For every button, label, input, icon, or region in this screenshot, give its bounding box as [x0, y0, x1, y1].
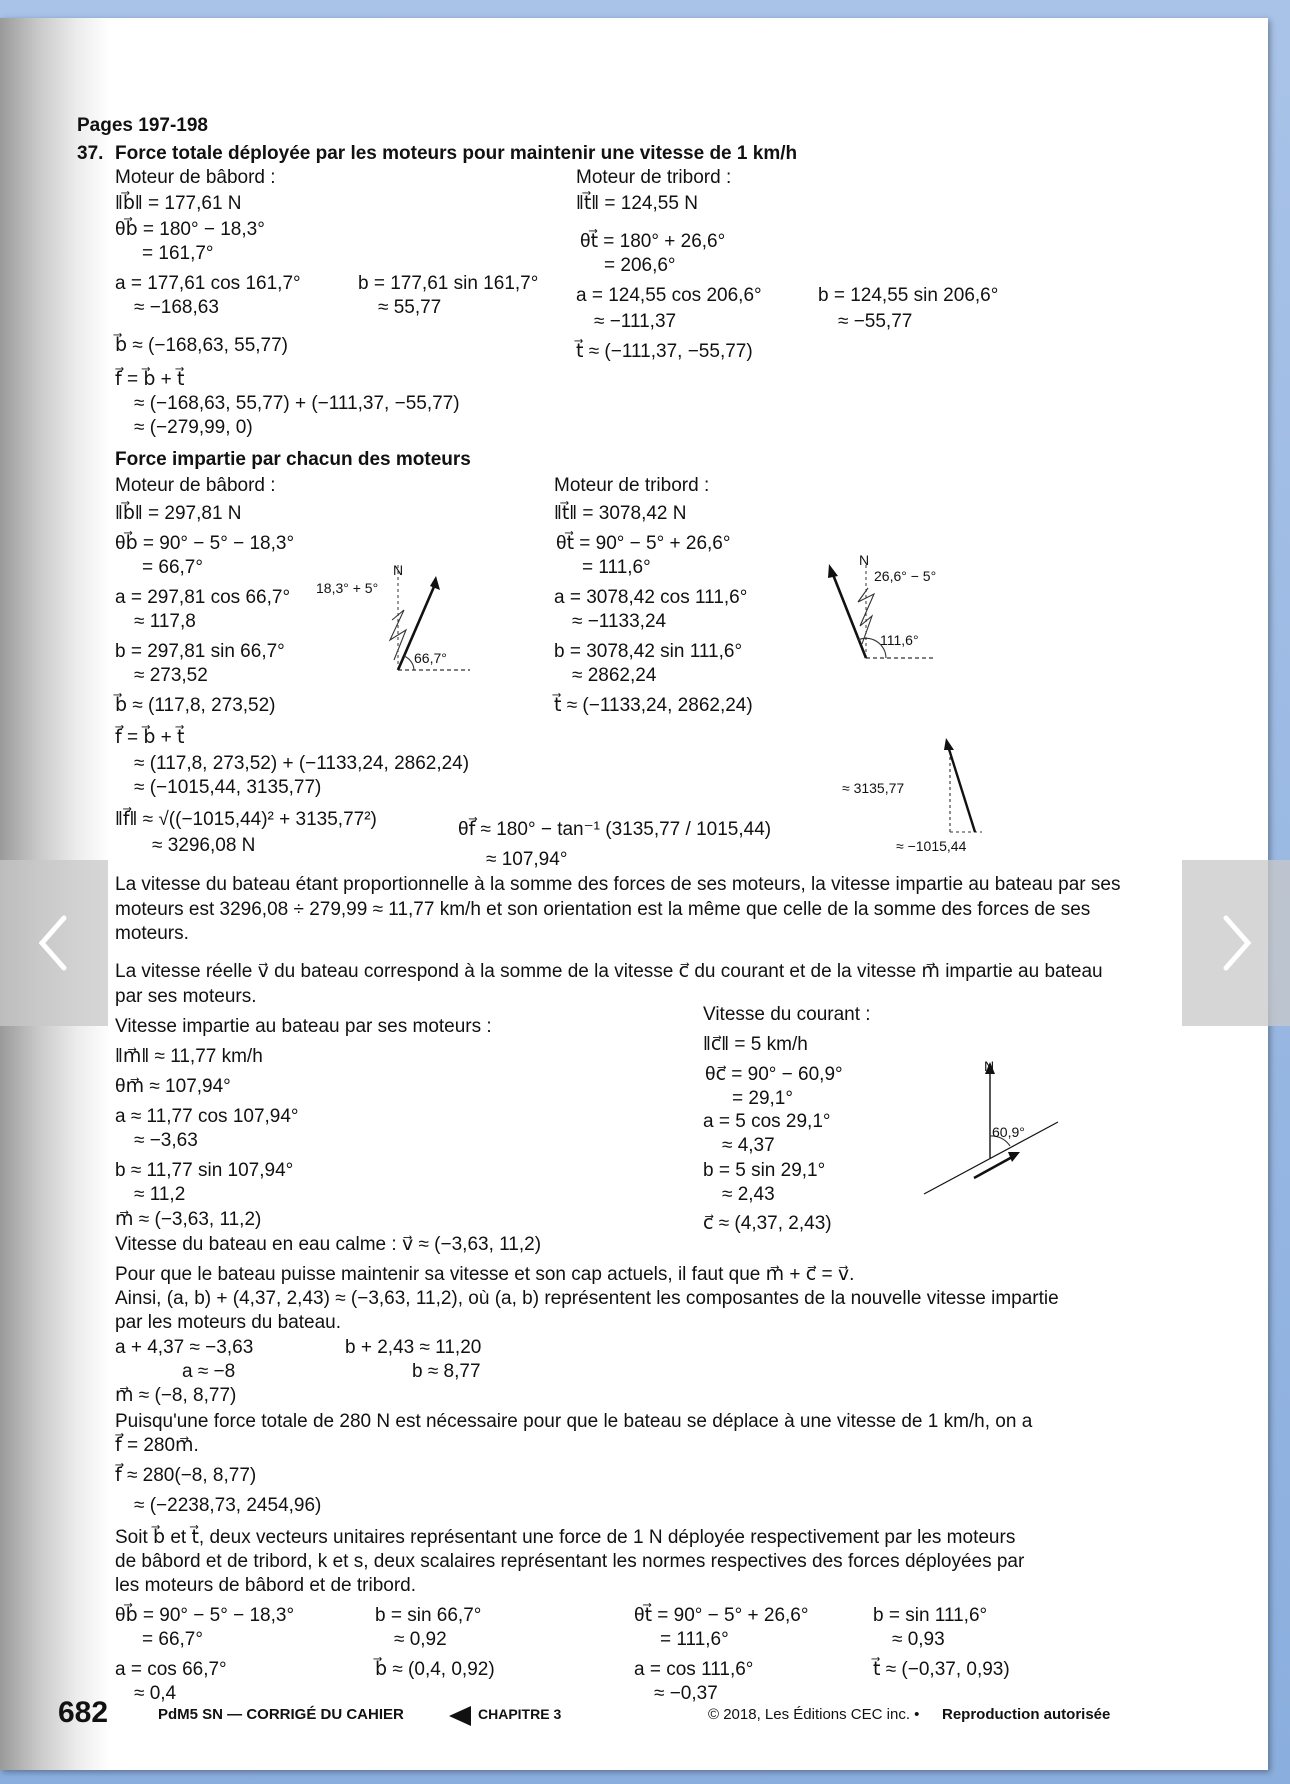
- sec1-left-line: θb⃗ = 180° − 18,3°: [115, 219, 265, 240]
- sec1-right-line: b = 124,55 sin 206,6°: [818, 285, 999, 306]
- sec2-right-line: t⃗ ≈ (−1133,24, 2862,24): [554, 695, 753, 716]
- footer-copyright: © 2018, Les Éditions CEC inc. •: [708, 1706, 920, 1723]
- previous-page-button[interactable]: [0, 860, 108, 1026]
- sec2-sum-line: ≈ (117,8, 273,52) + (−1133,24, 2862,24): [134, 753, 470, 774]
- sec1-right-line: a = 124,55 cos 206,6°: [576, 285, 762, 306]
- next-page-button[interactable]: [1182, 860, 1290, 1026]
- sec3-right-line: = 29,1°: [732, 1088, 793, 1109]
- unit-t-line: θt⃗ = 90° − 5° + 26,6°: [634, 1605, 809, 1626]
- unit-t-line: b = sin 111,6°: [873, 1605, 988, 1626]
- sec3-right-title: Vitesse du courant :: [703, 1004, 871, 1025]
- unit-t-line: a = cos 111,6°: [634, 1659, 754, 1680]
- sec1-right-line: ‖t⃗‖ = 124,55 N: [576, 193, 698, 214]
- sec4-line: Pour que le bateau puisse maintenir sa vitesse et son cap actuels, il faut que m⃗ + c⃗ = v⃗.: [115, 1264, 855, 1285]
- diag2-north-label: N: [859, 552, 870, 568]
- sec3-left-line: b ≈ 11,77 sin 107,94°: [115, 1160, 294, 1181]
- sec4-eq-left: a ≈ −8: [182, 1361, 236, 1382]
- sec1-sum-line: ≈ (−279,99, 0): [134, 417, 253, 438]
- sec2-sum-line: ‖f⃗‖ ≈ √((−1015,44)² + 3135,77²): [115, 809, 377, 830]
- sec2-right-line: ≈ −1133,24: [572, 611, 667, 632]
- sec2-left-title: Moteur de bâbord :: [115, 475, 276, 496]
- sec1-right-line: ≈ −55,77: [838, 311, 913, 332]
- sec2-left-line: ‖b⃗‖ = 297,81 N: [115, 503, 242, 524]
- sec2-left-line: = 66,7°: [142, 557, 203, 578]
- sec2-left-line: b⃗ ≈ (117,8, 273,52): [115, 695, 276, 716]
- unit-b-line: = 66,7°: [142, 1629, 203, 1650]
- chevron-left-icon: [0, 860, 108, 1026]
- sec4-soit-line: Soit b⃗ et t⃗, deux vecteurs unitaires représentant une force de 1 N déployée respectivement par les moteurs: [115, 1527, 1016, 1548]
- diag4-north-label: N: [984, 1058, 995, 1074]
- sec4-force-line: Puisqu'une force totale de 280 N est nécessaire pour que le bateau se déplace à une vitesse de 1 km/h, on a: [115, 1411, 1033, 1432]
- unit-b-line: ≈ 0,92: [394, 1629, 447, 1650]
- footer-rights: Reproduction autorisée: [942, 1706, 1111, 1723]
- diag1-north-label: N: [393, 562, 404, 578]
- sec2-left-line: b = 297,81 sin 66,7°: [115, 641, 285, 662]
- sec4-eq-left: a + 4,37 ≈ −3,63: [115, 1337, 254, 1358]
- diag2-angle-label: 26,6° − 5°: [874, 568, 937, 584]
- sec3-left-line: a ≈ 11,77 cos 107,94°: [115, 1106, 299, 1127]
- unit-b-line: b⃗ ≈ (0,4, 0,92): [375, 1659, 495, 1680]
- sec1-left-title: Moteur de bâbord :: [115, 167, 276, 188]
- page-header: Pages 197-198: [77, 115, 208, 136]
- footer-chapter: CHAPITRE 3: [478, 1706, 562, 1722]
- sec4-m-result: m⃗ ≈ (−8, 8,77): [115, 1385, 237, 1406]
- sec4-soit-line: de bâbord et de tribord, k et s, deux scalaires représentant les normes respectives des forces déployées par: [115, 1551, 1025, 1572]
- sec4-force-line: f⃗ ≈ 280(−8, 8,77): [115, 1465, 257, 1486]
- unit-t-line: ≈ 0,93: [892, 1629, 945, 1650]
- sec4-force-line: f⃗ = 280m⃗.: [115, 1435, 199, 1456]
- sec2-right-line: a = 3078,42 cos 111,6°: [554, 587, 748, 608]
- diag3-x-label: ≈ −1015,44: [896, 838, 967, 854]
- sec3-left-line: ‖m⃗‖ ≈ 11,77 km/h: [115, 1046, 263, 1067]
- sec1-left-line: ≈ −168,63: [134, 297, 219, 318]
- sec1-right-title: Moteur de tribord :: [576, 167, 732, 188]
- sec1-left-line: b⃗ ≈ (−168,63, 55,77): [115, 335, 289, 356]
- sec2-title: Force impartie par chacun des moteurs: [115, 449, 471, 470]
- sec2-right-line: b = 3078,42 sin 111,6°: [554, 641, 743, 662]
- diag1-angle-label: 66,7°: [414, 650, 447, 666]
- unit-b-line: a = cos 66,7°: [115, 1659, 227, 1680]
- sec2-left-line: θb⃗ = 90° − 5° − 18,3°: [115, 533, 295, 554]
- sec2-right-line: ‖t⃗‖ = 3078,42 N: [554, 503, 687, 524]
- sec3-right-line: ≈ 2,43: [722, 1184, 775, 1205]
- sec1-left-line: ‖b⃗‖ = 177,61 N: [115, 193, 242, 214]
- sec3-left-title: Vitesse impartie au bateau par ses moteurs :: [115, 1016, 492, 1037]
- sec1-left-line: ≈ 55,77: [378, 297, 442, 318]
- sec3-left-line: θm⃗ ≈ 107,94°: [115, 1076, 231, 1097]
- sec4-soit-line: les moteurs de bâbord et de tribord.: [115, 1575, 417, 1596]
- unit-b-line: b = sin 66,7°: [375, 1605, 482, 1626]
- resultant-force-diagram: [900, 732, 1000, 836]
- chapter-arrow-icon: [449, 1705, 473, 1727]
- sec3-left-line: ≈ 11,2: [134, 1184, 186, 1205]
- diag2-angle-label: 111,6°: [880, 632, 919, 648]
- sec2-left-line: a = 297,81 cos 66,7°: [115, 587, 291, 608]
- sec2-sum-line: f⃗ = b⃗ + t⃗: [115, 727, 185, 748]
- page-number: 682: [58, 1696, 109, 1729]
- sec3-left-line: ≈ −3,63: [134, 1130, 198, 1151]
- sec3-left-line: m⃗ ≈ (−3,63, 11,2): [115, 1209, 262, 1230]
- sec3-right-line: c⃗ ≈ (4,37, 2,43): [703, 1213, 832, 1234]
- sec1-left-line: b = 177,61 sin 161,7°: [358, 273, 539, 294]
- unit-t-line: = 111,6°: [660, 1629, 729, 1650]
- sec3-right-line: a = 5 cos 29,1°: [703, 1111, 831, 1132]
- unit-t-line: t⃗ ≈ (−0,37, 0,93): [873, 1659, 1010, 1680]
- sec1-right-line: θt⃗ = 180° + 26,6°: [580, 231, 726, 252]
- sec3-right-line: θc⃗ = 90° − 60,9°: [705, 1064, 843, 1085]
- sec1-sum-line: ≈ (−168,63, 55,77) + (−111,37, −55,77): [134, 393, 460, 414]
- chevron-right-icon: [1182, 860, 1290, 1026]
- sec4-force-line: ≈ (−2238,73, 2454,96): [134, 1495, 322, 1516]
- unit-t-line: ≈ −0,37: [654, 1683, 718, 1704]
- diag4-angle-label: 60,9°: [992, 1124, 1025, 1140]
- paragraph: La vitesse réelle v⃗ du bateau correspond à la somme de la vitesse c⃗ du courant et de la vitesse m⃗ impartie au bateau par ses moteurs.: [115, 961, 1103, 1007]
- sec2-left-line: ≈ 117,8: [134, 611, 196, 632]
- question-title: Force totale déployée par les moteurs pour maintenir une vitesse de 1 km/h: [115, 143, 798, 164]
- document-page: [0, 18, 1268, 1770]
- diag3-y-label: ≈ 3135,77: [842, 780, 905, 796]
- footer-book-title: PdM5 SN — CORRIGÉ DU CAHIER: [158, 1706, 404, 1723]
- calm-water-line: Vitesse du bateau en eau calme : v⃗ ≈ (−3,63, 11,2): [115, 1234, 542, 1255]
- sec4-line: par les moteurs du bateau.: [115, 1312, 342, 1333]
- sec2-theta-line: θf⃗ ≈ 180° − tan⁻¹ (3135,77 / 1015,44): [458, 819, 772, 840]
- sec2-right-line: θt⃗ = 90° − 5° + 26,6°: [556, 533, 731, 554]
- sec1-left-line: = 161,7°: [142, 243, 214, 264]
- unit-b-line: ≈ 0,4: [134, 1683, 177, 1704]
- sec2-right-title: Moteur de tribord :: [554, 475, 710, 496]
- sec3-right-line: ≈ 4,37: [722, 1135, 775, 1156]
- sec1-right-line: ≈ −111,37: [594, 311, 677, 332]
- sec4-line: Ainsi, (a, b) + (4,37, 2,43) ≈ (−3,63, 11,2), où (a, b) représentent les composantes de la nouvelle vitesse impartie: [115, 1288, 1059, 1309]
- sec2-right-line: ≈ 2862,24: [572, 665, 657, 686]
- sec4-eq-right: b + 2,43 ≈ 11,20: [345, 1337, 482, 1358]
- sec4-eq-right: b ≈ 8,77: [412, 1361, 481, 1382]
- sec1-right-line: t⃗ ≈ (−111,37, −55,77): [576, 341, 753, 362]
- sec1-left-line: a = 177,61 cos 161,7°: [115, 273, 301, 294]
- sec2-left-line: ≈ 273,52: [134, 665, 208, 686]
- sec3-right-line: ‖c⃗‖ = 5 km/h: [703, 1034, 808, 1055]
- sec2-sum-line: ≈ 3296,08 N: [152, 835, 256, 856]
- sec2-theta-line: ≈ 107,94°: [486, 849, 568, 870]
- sec1-sum-line: f⃗ = b⃗ + t⃗: [115, 369, 185, 390]
- sec1-right-line: = 206,6°: [604, 255, 676, 276]
- unit-b-line: θb⃗ = 90° − 5° − 18,3°: [115, 1605, 295, 1626]
- diag1-angle-label: 18,3° + 5°: [316, 580, 379, 596]
- paragraph: La vitesse du bateau étant proportionnelle à la somme des forces de ses moteurs, la vitesse impartie au bateau par ses moteurs est 3296,08 ÷ 279,99 ≈ 11,77 km/h et son orientation est la même que celle de la somme des forces de ses moteurs.: [115, 874, 1121, 944]
- sec2-sum-line: ≈ (−1015,44, 3135,77): [134, 777, 322, 798]
- question-number: 37.: [77, 143, 104, 164]
- sec3-right-line: b = 5 sin 29,1°: [703, 1160, 826, 1181]
- sec2-right-line: = 111,6°: [582, 557, 651, 578]
